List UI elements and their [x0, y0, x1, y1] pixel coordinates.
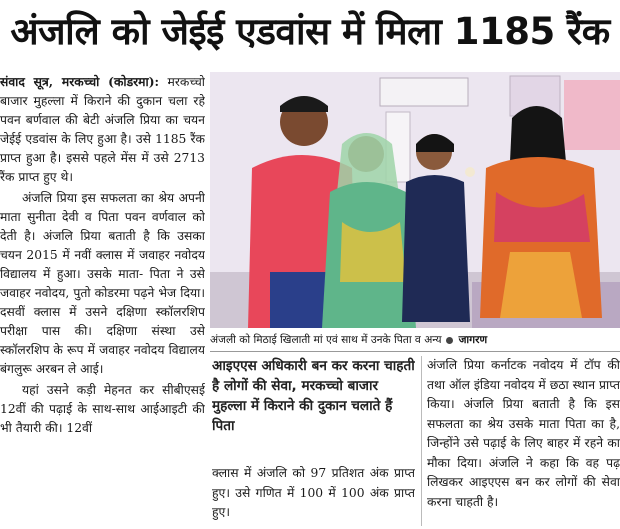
article-right-column: अंजलि प्रिया कर्नाटक नवोदय में टॉप की तथा ऑल इंडिया नवोदय में छठा स्थान प्राप्त किया। अंजलि प्रिया बताती है कि इस सफलता का श्रेय उसके माता पिता का है, जिन्होंने उसे पढ़ाई के लिए बाहर में रहने का मौका दिया। अंजलि ने कहा कि वह पढ़ लिखकर आइएएस बन कर लोगों की सेवा करना चाहती है।	[427, 358, 620, 509]
dateline: संवाद सूत्र, मरकच्चो (कोडरमा):	[0, 74, 160, 89]
photo-caption	[210, 330, 620, 350]
photo-source: जागरण	[458, 334, 488, 346]
sweet	[465, 167, 475, 177]
saree-border	[500, 252, 582, 318]
pink-cloth	[564, 80, 620, 150]
article-paragraph-3: यहां उसने कड़ी मेहनत कर सीबीएसई 12वीं की पढ़ाई के साथ-साथ आईआइटी की भी तैयारी की। 12वीं	[0, 383, 205, 435]
article-paragraph-1	[0, 72, 205, 187]
girl-top	[402, 175, 470, 322]
divider-vertical	[421, 356, 422, 526]
news-photo	[210, 72, 620, 328]
paragraph-1-text: मरकच्चो बाजार मुहल्ला में किराने की दुकान चला रहे पवन बर्णवाल की बेटी अंजलि प्रिया का चयन जेईई एडवांस के लिए हुआ है। उसे 1185 रैंक प्राप्त हुआ है। इससे पहले मेंस में उसे 2713 रैंक प्राप्त हुए थे।	[0, 75, 205, 184]
anjali-hair	[510, 106, 566, 162]
caption-text: अंजली को मिठाई खिलाती मां एवं साथ में उनके पिता व अन्य	[210, 334, 442, 346]
wall-frame	[380, 78, 468, 106]
subheadline: आइएएस अधिकारी बन कर करना चाहती है लोगों की सेवा, मरकच्चो बाजार मुहल्ला में किराने की दुकान चलाते हैं पिता	[212, 358, 415, 434]
headline: अंजलि को जेईई एडवांस में मिला 1185 रैंक	[10, 10, 610, 53]
article-paragraph-2: अंजलि प्रिया इस सफलता का श्रेय अपनी माता सुनीता देवी व पिता पवन वर्णवाल को देती है। अंजलि प्रिया बताती है कि उसका चयन 2015 में नवीं क्लास में जवाहर नवोदय विद्यालय में हुआ। उसके माता- पिता ने उसे जवाहर नवोदय, पुतो कोडरमा पढ़ने भेज दिया। दसवीं क्लास में उसने दक्षिणा स्कॉलरशिप परीक्षा पास की। दक्षिणा संस्था उसे स्कॉलरशिप के रूप में जवाहर नवोदय विद्यालय बंगलुरू अरबन ले आई।	[0, 191, 205, 376]
family-photo-illustration	[210, 72, 620, 328]
bullet-icon	[446, 337, 453, 344]
divider-horizontal	[210, 351, 620, 352]
article-middle-column: क्लास में अंजलि को 97 प्रतिशत अंक प्राप्त हुए। उसे गणित में 100 में 100 अंक प्राप्त हुए।	[212, 466, 415, 519]
article-left-column	[0, 72, 205, 529]
